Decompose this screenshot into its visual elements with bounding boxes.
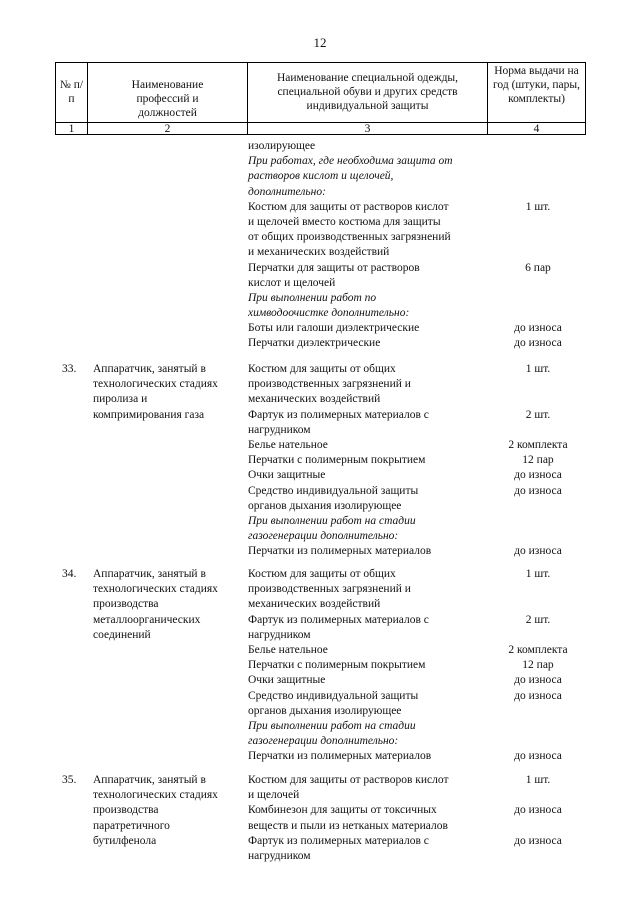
equipment-item: Костюм для защиты от общих: [248, 363, 396, 375]
equipment-item: Костюм для защиты от растворов кислот: [248, 774, 449, 786]
page-number: 12: [313, 35, 327, 50]
norm-value: [490, 628, 586, 643]
norm-value: 1 шт.: [525, 200, 551, 213]
header-col-profession-label: Наименование профессий и должностей: [131, 79, 204, 119]
equipment-item: Перчатки диэлектрические: [248, 337, 381, 350]
norm-list: [490, 139, 586, 352]
norm-value: 1 шт.: [525, 568, 551, 580]
equipment-item: Средство индивидуальной защиты: [248, 484, 419, 497]
equipment-list: [248, 362, 488, 559]
header-col-equipment: [248, 63, 488, 134]
profession-line: Аппаратчик, занятый в: [93, 774, 206, 786]
profession-line: паратретичного: [93, 819, 170, 832]
norm-value: [490, 154, 586, 169]
header-col-profession: [88, 63, 248, 134]
norm-value: [490, 392, 586, 407]
equipment-item: Очки защитные: [248, 469, 326, 482]
equipment-item: нагрудником: [248, 628, 311, 641]
profession-line: производства: [93, 598, 159, 611]
equipment-item: производственных загрязнений и: [248, 378, 411, 391]
norm-value: до износа: [514, 469, 562, 482]
norm-value: 1 шт.: [525, 363, 551, 375]
row-number: 34.: [62, 568, 77, 580]
norm-value: [490, 849, 586, 864]
norm-value: [490, 185, 586, 200]
equipment-item: Костюм для защиты от общих: [248, 568, 396, 580]
equipment-item: Фартук из полимерных материалов с: [248, 613, 429, 626]
norm-value: до износа: [514, 545, 562, 558]
norm-value: 2 шт.: [525, 408, 551, 421]
norm-value: [490, 215, 586, 230]
row-number: 33.: [62, 363, 77, 375]
profession-line: технологических стадиях: [93, 583, 218, 596]
norm-value: 12 пар: [522, 659, 554, 672]
norm-value: [490, 582, 586, 597]
norm-value: [490, 514, 586, 529]
equipment-note: При выполнении работ по: [248, 291, 377, 304]
equipment-item: и механических воздействий: [248, 246, 390, 259]
norm-value: [490, 423, 586, 438]
equipment-item: Фартук из полимерных материалов с: [248, 834, 429, 847]
equipment-list: [248, 139, 488, 352]
equipment-note: газогенерации дополнительно:: [248, 735, 399, 748]
profession-line: производства: [93, 804, 159, 817]
equipment-item: нагрудником: [248, 423, 311, 436]
equipment-item: органов дыхания изолирующее: [248, 704, 402, 717]
header-col-number-label: № п/п: [59, 79, 84, 105]
norm-list: [490, 567, 586, 764]
header-col-profession-index: 2: [88, 122, 247, 137]
equipment-list: [248, 567, 488, 764]
norm-list: [490, 773, 586, 864]
equipment-item: производственных загрязнений и: [248, 583, 411, 596]
equipment-item: Боты или галоши диэлектрические: [248, 322, 420, 335]
norm-value: 12 пар: [522, 454, 554, 467]
equipment-item: органов дыхания изолирующее: [248, 499, 402, 512]
norm-value: до износа: [514, 484, 562, 497]
profession-line: Аппаратчик, занятый в: [93, 568, 206, 580]
norm-value: 2 комплекта: [508, 643, 568, 656]
equipment-note: При выполнении работ на стадии: [248, 719, 416, 732]
profession-line: технологических стадиях: [93, 378, 218, 391]
norm-value: [490, 597, 586, 612]
norm-value: [490, 245, 586, 260]
row-number: 35.: [62, 774, 77, 786]
equipment-item: от общих производственных загрязнений: [248, 231, 451, 244]
equipment-item: и щелочей: [248, 789, 300, 802]
header-col-equipment-label: Наименование специальной одежды, специальной обуви и других средств индивидуальной защиты: [276, 72, 459, 112]
equipment-item: Фартук из полимерных материалов с: [248, 408, 429, 421]
equipment-item: Комбинезон для защиты от токсичных: [248, 804, 437, 817]
norm-value: [490, 819, 586, 834]
profession-name: [93, 773, 243, 849]
norm-value: до износа: [514, 337, 562, 350]
header-col-norm-index: 4: [488, 122, 585, 137]
equipment-item: и щелочей вместо костюма для защиты: [248, 215, 441, 228]
norm-value: до износа: [514, 804, 562, 817]
norm-value: [490, 377, 586, 392]
norm-value: [490, 499, 586, 514]
equipment-item: изолирующее: [248, 140, 316, 152]
profession-line: пиролиза и: [93, 393, 148, 406]
norm-value: [490, 704, 586, 719]
norm-value: [490, 306, 586, 321]
norm-value: [490, 291, 586, 306]
profession-line: металлоорганических: [93, 613, 201, 626]
norm-value: [490, 734, 586, 749]
norm-value: до износа: [514, 674, 562, 687]
table-header: [55, 62, 586, 135]
profession-line: технологических стадиях: [93, 789, 218, 802]
equipment-item: Белье нательное: [248, 438, 328, 451]
equipment-note: растворов кислот и щелочей,: [248, 170, 394, 183]
norm-value: [490, 719, 586, 734]
header-col-equipment-index: 3: [248, 122, 487, 137]
profession-line: соединений: [93, 628, 151, 641]
norm-value: 1 шт.: [525, 774, 551, 786]
equipment-note: При работах, где необходима защита от: [248, 155, 453, 168]
equipment-note: При выполнении работ на стадии: [248, 514, 416, 527]
equipment-item: Белье нательное: [248, 643, 328, 656]
norm-value: до износа: [514, 834, 562, 847]
equipment-note: газогенерации дополнительно:: [248, 530, 399, 543]
equipment-list: [248, 773, 488, 864]
header-col-norm: [488, 63, 585, 134]
profession-line: бутилфенола: [93, 834, 157, 847]
profession-line: компримирования газа: [93, 408, 205, 421]
equipment-note: дополнительно:: [248, 185, 326, 198]
norm-value: [490, 788, 586, 803]
norm-value: до износа: [514, 689, 562, 702]
norm-value: до износа: [514, 750, 562, 763]
norm-value: 2 комплекта: [508, 438, 568, 451]
norm-value: 6 пар: [525, 261, 551, 274]
header-col-number: [56, 63, 88, 134]
equipment-item: Костюм для защиты от растворов кислот: [248, 200, 449, 213]
profession-name: [93, 567, 243, 643]
equipment-item: кислот и щелочей: [248, 276, 336, 289]
equipment-item: Перчатки с полимерным покрытием: [248, 454, 426, 467]
profession-line: Аппаратчик, занятый в: [93, 363, 206, 375]
norm-value: [490, 169, 586, 184]
equipment-item: веществ и пыли из нетканых материалов: [248, 819, 448, 832]
equipment-item: Перчатки из полимерных материалов: [248, 545, 432, 558]
norm-list: [490, 362, 586, 559]
equipment-item: Очки защитные: [248, 674, 326, 687]
norm-value: до износа: [514, 322, 562, 335]
equipment-item: механических воздействий: [248, 598, 381, 611]
profession-name: [93, 362, 243, 423]
equipment-item: нагрудником: [248, 849, 311, 862]
equipment-item: Средство индивидуальной защиты: [248, 689, 419, 702]
equipment-item: Перчатки из полимерных материалов: [248, 750, 432, 763]
norm-value: 2 шт.: [525, 613, 551, 626]
norm-value: [490, 529, 586, 544]
norm-value: [490, 276, 586, 291]
equipment-note: химводоочистке дополнительно:: [248, 307, 410, 320]
header-col-number-index: 1: [56, 122, 87, 137]
equipment-item: Перчатки для защиты от растворов: [248, 261, 420, 274]
equipment-item: Перчатки с полимерным покрытием: [248, 659, 426, 672]
norm-value: [490, 139, 586, 154]
header-col-norm-label: Норма выдачи на год (штуки, пары, комплекты): [493, 65, 580, 105]
norm-value: [490, 230, 586, 245]
equipment-item: механических воздействий: [248, 393, 381, 406]
